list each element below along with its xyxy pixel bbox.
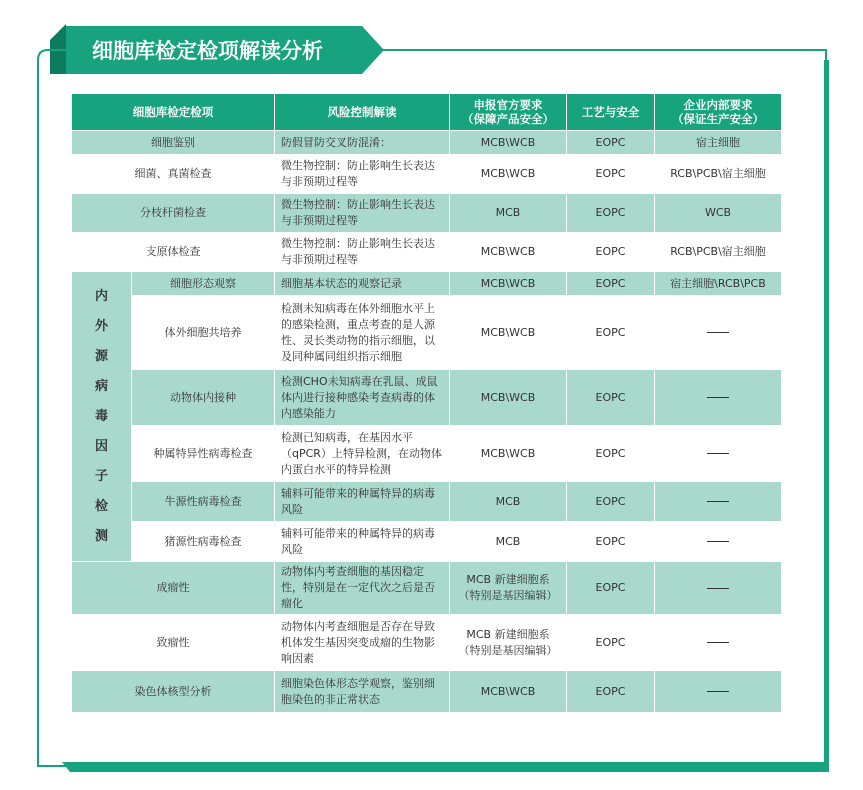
dash-icon xyxy=(707,332,729,333)
header-internal: 企业内部要求 （保证生产安全） xyxy=(655,94,782,131)
table-row: 分枝杆菌检查 微生物控制：防止影响生长表达与非预期过程等 MCB EOPC WCB xyxy=(72,194,782,233)
dash-icon xyxy=(707,588,729,589)
header-item: 细胞库检定检项 xyxy=(72,94,275,131)
header-official: 申报官方要求 （保障产品安全） xyxy=(450,94,567,131)
table-row: 支原体检查 微生物控制：防止影响生长表达与非预期过程等 MCB\WCB EOPC RCB\PCB\宿主细胞 xyxy=(72,233,782,272)
dash-icon xyxy=(707,453,729,454)
table-row: 猪源性病毒检查 辅料可能带来的种属特异的病毒风险 MCB EOPC xyxy=(72,522,782,562)
dash-icon xyxy=(707,541,729,542)
group-label-virus: 内 外 源 病 毒 因 子 检 测 xyxy=(72,272,132,562)
table-row: 细胞鉴别 防假冒防交叉防混淆： MCB\WCB EOPC 宿主细胞 xyxy=(72,131,782,155)
dash-icon xyxy=(707,501,729,502)
table-row: 成瘤性 动物体内考查细胞的基因稳定性，特别是在一定代次之后是否瘤化 MCB 新建细胞系（特别是基因编辑） EOPC xyxy=(72,562,782,615)
table-row: 染色体核型分析 细胞染色体形态学观察，鉴别细胞染色的非正常状态 MCB\WCB EOPC xyxy=(72,671,782,713)
inspection-table xyxy=(72,94,782,713)
dash-icon xyxy=(707,691,729,692)
dash-icon xyxy=(707,642,729,643)
header-process: 工艺与安全 xyxy=(567,94,655,131)
table-row: 种属特异性病毒检查 检测已知病毒，在基因水平（qPCR）上特异检测，在动物体内蛋白水平的特异检测 MCB\WCB EOPC xyxy=(72,426,782,482)
table-header-row xyxy=(72,94,782,131)
page-title: 细胞库检定检项解读分析 xyxy=(66,26,362,74)
table-row: 牛源性病毒检查 辅料可能带来的种属特异的病毒风险 MCB EOPC xyxy=(72,482,782,522)
table-row: 致瘤性 动物体内考查细胞是否存在导致机体发生基因突变成瘤的生物影响因素 MCB 新建细胞系（特别是基因编辑） EOPC xyxy=(72,615,782,671)
table-row: 细菌、真菌检查 微生物控制：防止影响生长表达与非预期过程等 MCB\WCB EOPC RCB\PCB\宿主细胞 xyxy=(72,155,782,194)
header-risk: 风险控制解读 xyxy=(275,94,450,131)
table-row: 动物体内接种 检测CHO未知病毒在乳鼠、成鼠体内进行接种感染考查病毒的体内感染能力 MCB\WCB EOPC xyxy=(72,370,782,426)
table-row: 内 外 源 病 毒 因 子 检 测 细胞形态观察 细胞基本状态的观察记录 MCB\WCB EOPC 宿主细胞\RCB\PCB xyxy=(72,272,782,296)
dash-icon xyxy=(707,397,729,398)
table-row: 体外细胞共培养 检测未知病毒在体外细胞水平上的感染检测，重点考查的是人源性、灵长类动物的指示细胞，以及同种属同组织指示细胞 MCB\WCB EOPC xyxy=(72,296,782,370)
